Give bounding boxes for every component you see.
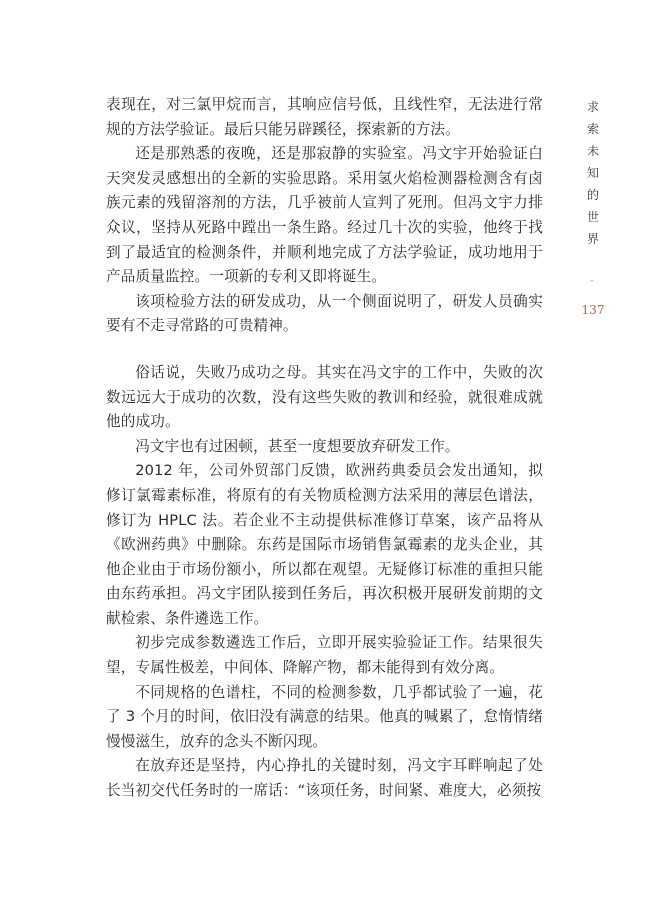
paragraph: 还是那熟悉的夜晚，还是那寂静的实验室。冯文宇开始验证白天突发灵感想出的全新的实验思路。采用氢火焰检测器检测含有卤族元素的残留溶剂的方法，几乎被前人宣判了死刑。但冯文宇力排众议，坚持从死路中蹚出一条生路。经过几十次的实验，他终于找到了最适宜的检测条件，并顺利地完成了方法学验证，成功地用于产品质量监控。一项新的专利又即将诞生。 — [106, 145, 543, 286]
paragraph: 该项检验方法的研发成功，从一个侧面说明了，研发人员确实要有不走寻常路的可贵精神。 — [106, 292, 543, 335]
body-text — [106, 93, 543, 804]
page-number: 137 — [581, 303, 605, 317]
paragraph: 冯文宇也有过困顿，甚至一度想要放弃研发工作。 — [135, 437, 460, 455]
paragraph: 2012 年，公司外贸部门反馈，欧洲药典委员会发出通知，拟修订氯霉素标准，将原有的有关物质检测方法采用的薄层色谱法，修订为 HPLC 法。若企业不主动提供标准修订草案，该产品将从《欧洲药典》中删除。东药是国际市场销售氯霉素的龙头企业，其他企业由于市场份额小，所以都在观望。无疑修订标准的重担只能由东药承担。冯文宇团队接到任务后，再次积极开展研发前期的文献检索、条件遴选工作。 — [106, 462, 543, 627]
paragraph: 表现在，对三氯甲烷而言，其响应信号低，且线性窄，无法进行常规的方法学验证。最后只能另辟蹊径，探索新的方法。 — [106, 96, 543, 138]
paragraph: 俗话说，失败乃成功之母。其实在冯文宇的工作中，失败的次数远远大于成功的次数，没有这些失败的教训和经验，就很难成就他的成功。 — [106, 363, 543, 431]
paragraph: 初步完成参数遴选工作后，立即开展实验验证工作。结果很失望，专属性极差，中间体、降解产物，都未能得到有效分离。 — [106, 634, 543, 677]
paragraph: 不同规格的色谱柱，不同的检测参数，几乎都试验了一遍，花了 3 个月的时间，依旧没有满意的结果。他真的喊累了，怠惰情绪慢慢滋生，放弃的念头不断闪现。 — [106, 683, 543, 750]
section-break — [106, 339, 543, 361]
paragraph: 在放弃还是坚持，内心挣扎的关键时刻，冯文宇耳畔响起了处长当初交代任务时的一席话：“该项任务，时间紧、难度大，必须按 — [106, 757, 543, 800]
running-header-separator: - — [590, 276, 594, 286]
running-header-title: 求索未知的世界 — [586, 100, 599, 246]
